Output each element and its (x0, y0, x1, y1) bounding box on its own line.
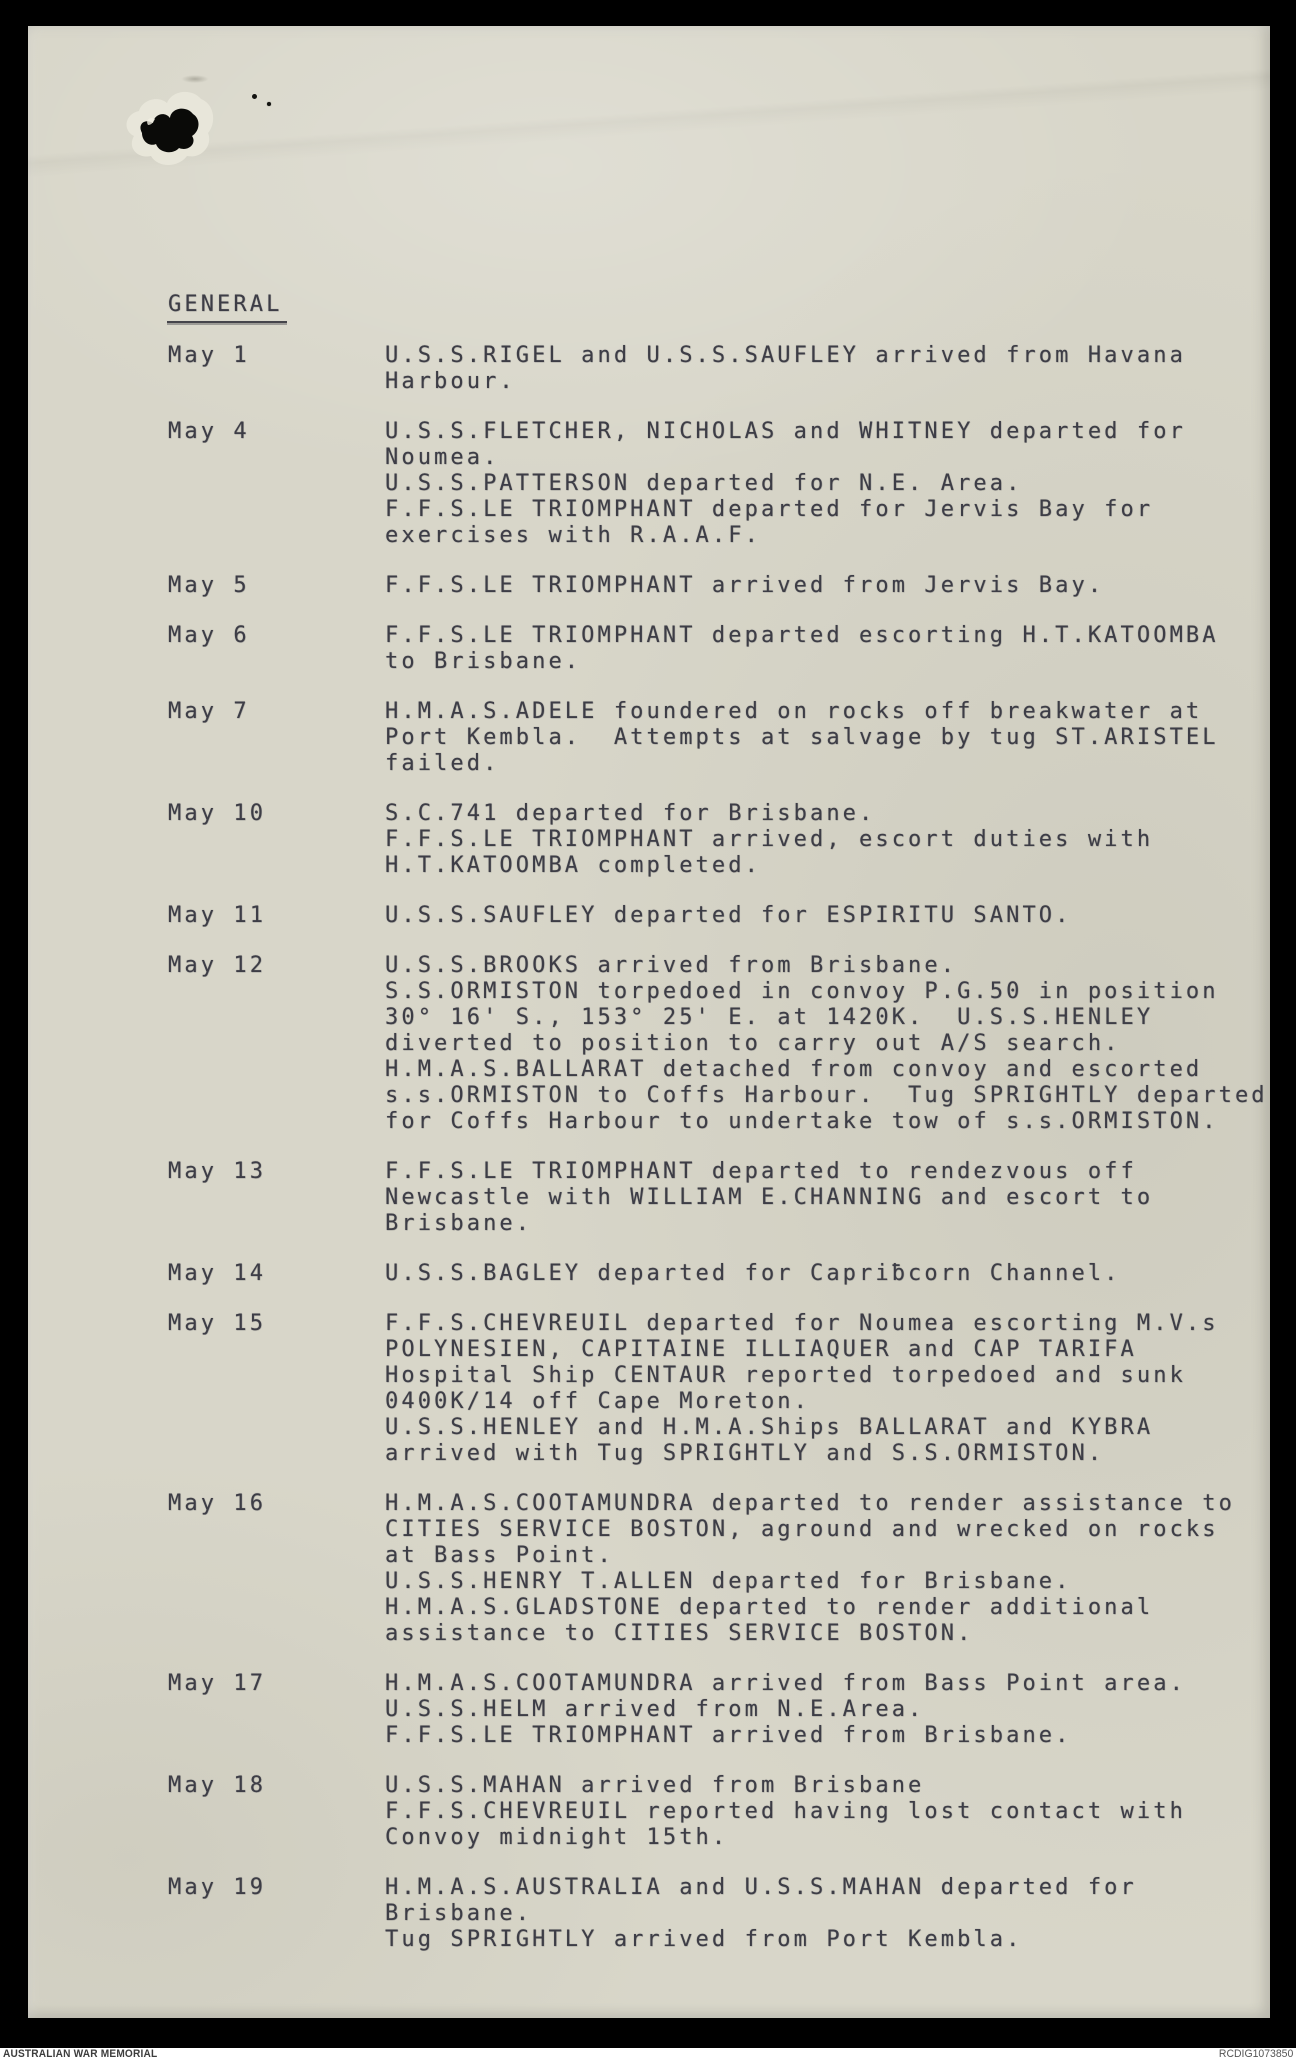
entry-lines (385, 1671, 1186, 1749)
entry-line: 0400K/14 off Cape Moreton. (385, 1389, 810, 1414)
entry-date: May 6 (168, 623, 250, 648)
entry-line: arrived with Tug SPRIGHTLY and S.S.ORMISTON. (385, 1441, 1105, 1466)
diary-entry (168, 953, 1270, 1135)
diary-entry (168, 1773, 1270, 1851)
entry-line: Convoy midnight 15th. (385, 1825, 729, 1850)
entry-lines (385, 699, 1219, 777)
entry-date: May 1 (168, 343, 250, 368)
entry-line: H.M.A.S.AUSTRALIA and U.S.S.MAHAN departed for (385, 1875, 1137, 1900)
entry-line: failed. (385, 751, 500, 776)
entry-line: F.F.S.LE TRIOMPHANT departed for Jervis Bay for (385, 497, 1154, 522)
diary-entry (168, 1875, 1270, 1953)
entry-date: May 7 (168, 699, 250, 724)
entry-line: F.F.S.LE TRIOMPHANT arrived, escort duties with (385, 827, 1154, 852)
footer-bar (0, 2048, 1296, 2061)
entry-lines (385, 1159, 1153, 1237)
entry-lines (385, 801, 1153, 879)
entry-line: H.M.A.S.ADELE foundered on rocks off breakwater at (385, 699, 1203, 724)
entry-line: U.S.S.PATTERSON departed for N.E. Area. (385, 471, 1023, 496)
entry-line: H.T.KATOOMBA completed. (385, 853, 761, 878)
entry-date: May 4 (168, 419, 250, 444)
entry-line: U.S.S.BROOKS arrived from Brisbane. (385, 953, 958, 978)
diary-entry (168, 1261, 1270, 1287)
entry-lines (385, 623, 1219, 675)
entry-line: U.S.S.RIGEL and U.S.S.SAUFLEY arrived from Havana (385, 343, 1186, 368)
entry-line: U.S.S.SAUFLEY departed for ESPIRITU SANTO. (385, 903, 1072, 928)
entry-date: May 13 (168, 1159, 267, 1184)
entry-line: for Coffs Harbour to undertake tow of s.s.ORMISTON. (385, 1109, 1219, 1134)
entry-lines (385, 419, 1186, 549)
entry-lines (385, 1311, 1219, 1467)
entry-line: U.S.S.MAHAN arrived from Brisbane (385, 1773, 925, 1798)
entry-line: F.F.S.LE TRIOMPHANT arrived from Jervis Bay. (385, 573, 1105, 598)
entry-line: Port Kembla. Attempts at salvage by tug ST.ARISTEL (385, 725, 1219, 750)
diary-entry (168, 573, 1270, 599)
entry-line: F.F.S.LE TRIOMPHANT departed to rendezvous off (385, 1159, 1137, 1184)
footer-reference-id: RCDIG1073850 (1218, 2048, 1293, 2060)
entry-line: Noumea. (385, 445, 500, 470)
entry-date: May 14 (168, 1261, 267, 1286)
diary-entry (168, 1159, 1270, 1237)
entry-line: H.M.A.S.COOTAMUNDRA departed to render assistance to (385, 1491, 1235, 1516)
entry-line: F.F.S.LE TRIOMPHANT arrived from Brisbane. (385, 1723, 1072, 1748)
entry-line: at Bass Point. (385, 1543, 614, 1568)
entry-line: POLYNESIEN, CAPITAINE ILLIAQUER and CAP TARIFA (385, 1337, 1137, 1362)
entry-line: F.F.S.CHEVREUIL reported having lost contact with (385, 1799, 1186, 1824)
entry-date: May 15 (168, 1311, 267, 1336)
entry-line: CITIES SERVICE BOSTON, aground and wrecked on rocks (385, 1517, 1219, 1542)
entry-line: Brisbane. (385, 1211, 533, 1236)
entry-line: 30° 16' S., 153° 25' E. at 1420K. U.S.S.HENLEY (385, 1005, 1154, 1030)
diary-entry (168, 343, 1270, 395)
diary-entry (168, 699, 1270, 777)
diary-entry (168, 419, 1270, 549)
diary-entry (168, 623, 1270, 675)
footer-archive-name: AUSTRALIAN WAR MEMORIAL (3, 2048, 158, 2060)
entry-date: May 10 (168, 801, 267, 826)
entry-line: U.S.S.BAGLEY departed for Capriƀcorn Channel. (385, 1261, 1121, 1286)
entry-line: to Brisbane. (385, 649, 582, 674)
diary-entry (168, 1671, 1270, 1749)
entry-line: s.s.ORMISTON to Coffs Harbour. Tug SPRIGHTLY departed (385, 1083, 1268, 1108)
entry-line: Harbour. (385, 369, 516, 394)
entry-line: assistance to CITIES SERVICE BOSTON. (385, 1621, 974, 1646)
entry-line: diverted to position to carry out A/S search. (385, 1031, 1121, 1056)
entry-date: May 16 (168, 1491, 267, 1516)
entry-line: H.M.A.S.GLADSTONE departed to render additional (385, 1595, 1154, 1620)
entry-line: Brisbane. (385, 1901, 533, 1926)
entry-lines (385, 1875, 1137, 1953)
entry-line: F.F.S.LE TRIOMPHANT departed escorting H.T.KATOOMBA (385, 623, 1219, 648)
entry-date: May 19 (168, 1875, 267, 1900)
entry-lines (385, 343, 1186, 395)
document-page (28, 26, 1270, 2018)
entry-lines (385, 1491, 1235, 1647)
entries-list (168, 343, 1270, 1953)
entry-line: U.S.S.FLETCHER, NICHOLAS and WHITNEY departed for (385, 419, 1186, 444)
entry-date: May 17 (168, 1671, 267, 1696)
entry-line: U.S.S.HENRY T.ALLEN departed for Brisbane. (385, 1569, 1072, 1594)
entry-line: S.C.741 departed for Brisbane. (385, 801, 876, 826)
entry-line: U.S.S.HELM arrived from N.E.Area. (385, 1697, 925, 1722)
diary-entry (168, 1311, 1270, 1467)
entry-line: F.F.S.CHEVREUIL departed for Noumea escorting M.V.s (385, 1311, 1219, 1336)
entry-date: May 12 (168, 953, 267, 978)
entry-line: Hospital Ship CENTAUR reported torpedoed and sunk (385, 1363, 1186, 1388)
entry-line: H.M.A.S.BALLARAT detached from convoy and escorted (385, 1057, 1203, 1082)
entry-lines (385, 903, 1072, 929)
entry-line: exercises with R.A.A.F. (385, 523, 761, 548)
entry-lines (385, 1261, 1121, 1287)
entry-date: May 18 (168, 1773, 267, 1798)
page-title: GENERAL (167, 292, 287, 323)
entry-line: Tug SPRIGHTLY arrived from Port Kembla. (385, 1927, 1023, 1952)
entry-line: U.S.S.HENLEY and H.M.A.Ships BALLARAT and KYBRA (385, 1415, 1154, 1440)
diary-entry (168, 1491, 1270, 1647)
diary-entry (168, 801, 1270, 879)
entry-line: S.S.ORMISTON torpedoed in convoy P.G.50 in position (385, 979, 1219, 1004)
entry-lines (385, 953, 1268, 1135)
entry-lines (385, 573, 1104, 599)
diary-entry (168, 903, 1270, 929)
entry-lines (385, 1773, 1186, 1851)
entry-date: May 11 (168, 903, 267, 928)
entry-date: May 5 (168, 573, 250, 598)
entry-line: H.M.A.S.COOTAMUNDRA arrived from Bass Point area. (385, 1671, 1186, 1696)
entry-line: Newcastle with WILLIAM E.CHANNING and escort to (385, 1185, 1154, 1210)
typed-content (28, 26, 1270, 1977)
